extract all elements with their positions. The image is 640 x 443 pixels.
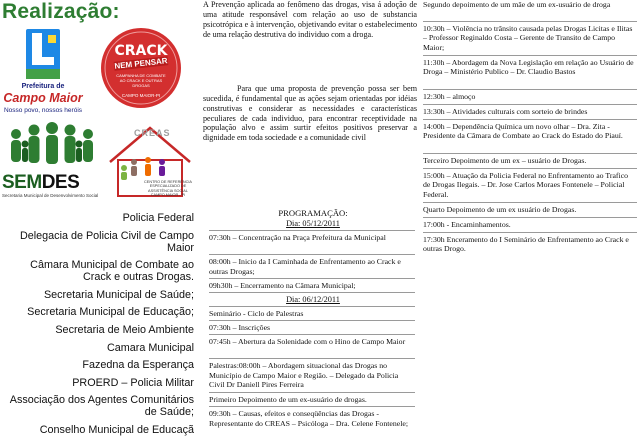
program-title: PROGRAMAÇÃO: (278, 208, 348, 218)
crack-line2: NEM PENSAR (114, 56, 168, 71)
prefeitura-emblem-icon (2, 27, 84, 83)
schedule-item: 17:30h Enceramento do I Seminário de Enfrentamento ao Crack e outras Drogo. (423, 235, 629, 254)
crack-line1: CRACK (114, 43, 168, 59)
day1-heading: Dia: 05/12/2011 (286, 219, 340, 228)
schedule-item: 09h30h – Encerramento na Câmara Municipal; (209, 281, 356, 290)
crack-line3: CAMPANHA DE COMBATE AO CRACK E OUTRAS DROGAS (116, 73, 166, 88)
crack-line4: CAMPO MAIOR-PI (121, 93, 161, 98)
schedule-item: 09:30h – Causas, efeitos e conseqüências das Drogas - Representante do CREAS – Psicóloga – Dra. Celene Fontenele; (209, 409, 408, 428)
semdes-wordmark: SEMDES (2, 172, 80, 193)
schedule-item: 08:00h – Inicio da I Caminhada de Enfrentamento ao Crack e outras Drogas; (209, 257, 401, 276)
schedule-item: 14:00h – Dependência Química um novo olhar – Dra. Zita - Presidente da Câmara de Combate ao Crack do Estado do Piauí. (423, 122, 623, 141)
divider (423, 119, 637, 120)
semdes-subtitle: Secretaria Municipal de Desenvolvimento Social (2, 193, 99, 198)
divider (423, 217, 637, 218)
schedule-item: Palestras:08:00h – Abordagem situacional das Drogas no Município de Campo Maior e Região. – Delegado da Policia Civil Dr Daniell Pires Ferreira (209, 361, 399, 389)
creas-logo (104, 122, 196, 200)
schedule-item: 12:30h – almoço (423, 92, 476, 101)
schedule-item: Terceiro Depoimento de um ex – usuário de Drogas. (423, 156, 587, 165)
creas-name: CREAS (134, 128, 171, 138)
creas-subtitle: CENTRO DE REFERÊNCIA ESPECIALIZADO DE ASSISTÊNCIA SOCIAL CAMPO MAIOR - PI (144, 180, 192, 198)
partner-item: Conselho Municipal de Educaçã (39, 423, 194, 436)
divider (209, 230, 415, 231)
day2-heading: Dia: 06/12/2011 (286, 295, 340, 304)
divider (209, 392, 415, 393)
divider (209, 254, 415, 255)
divider (209, 406, 415, 407)
partner-item: Delegacia de Policia Civil de Campo Maior (19, 229, 194, 254)
prefeitura-line3: Nosso povo, nossos heróis (3, 107, 83, 114)
schedule-item: Seminário - Ciclo de Palestras (209, 309, 304, 318)
schedule-item: 07:30h – Inscrições (209, 323, 271, 332)
divider (423, 21, 637, 22)
prefeitura-logo (2, 27, 84, 119)
prevention-paragraph: A Prevenção aplicada ao fenômeno das drogas, visa á adoção de uma atitude responsável com relação ao uso de substancia psicotrópica e à intervenção, objetivando evitar o estabelecimento de uma relação destrutiva do individuo com a droga. (203, 0, 417, 39)
divider (423, 104, 637, 105)
realizacao-heading: Realização: (2, 0, 120, 23)
divider (209, 278, 415, 279)
middle-panel (203, 0, 423, 443)
partner-item: Policia Federal (122, 212, 194, 224)
divider (209, 334, 415, 335)
right-panel (423, 0, 640, 443)
divider (423, 232, 637, 233)
divider (423, 89, 637, 90)
divider (423, 202, 637, 203)
partner-item: Fazedna da Esperança (82, 359, 194, 372)
schedule-item: Quarto Depoimento de um ex usuário de Drogas. (423, 205, 577, 214)
divider (209, 292, 415, 293)
proposal-paragraph: Para que uma proposta de prevenção possa ser bem sucedida, é fundamental que as ações sejam orientadas por idéias construtivas e considerar as necessidades e características peculiares de cada individuo, para encontrar receptividade na população alvo e assim surtir efeitos positivos preservar a dignidade em toda sociedade e a comunidade civil (203, 84, 417, 143)
divider (209, 358, 415, 359)
schedule-item: 07:30h – Concentração na Praça Prefeitura da Municipal (209, 233, 386, 242)
partners-list (0, 212, 194, 442)
crack-nem-pensar-logo (100, 27, 182, 109)
divider (423, 153, 637, 154)
schedule-item: 07:45h – Abertura da Solenidade com o Hino de Campo Maior (209, 337, 406, 346)
partner-item: Câmara Municipal de Combate ao Crack e outras Drogas. (30, 259, 194, 284)
schedule-item: 13:30h – Atividades culturais com sorteio de brindes (423, 107, 588, 116)
divider (209, 306, 415, 307)
semdes-logo (2, 120, 102, 200)
divider (423, 168, 637, 169)
left-panel (0, 0, 200, 443)
schedule-item: Segundo depoimento de um mãe de um ex-usuário de droga (423, 0, 611, 9)
partner-item: Secretaria de Meio Ambiente (55, 323, 194, 336)
prefeitura-line2: Campo Maior (3, 91, 83, 105)
schedule-item: Primeiro Depoimento de um ex-usuário de drogas. (209, 395, 367, 404)
prefeitura-line1: Prefeitura de (21, 83, 65, 90)
divider (209, 320, 415, 321)
schedule-item: 11:30h – Abordagem da Nova Legislação em relação ao Usuário de Droga – Ministério Publico – Dr. Claudio Bastos (423, 58, 634, 77)
partner-item: Associação dos Agentes Comunitários de Saúde; (9, 394, 194, 419)
schedule-item: 10:30h – Violência no trânsito causada pelas Drogas Licitas e Ilitas – Professor Reginaldo Costa – Gerente de Transito de Campo Maior; (423, 24, 633, 52)
divider (423, 55, 637, 56)
partner-item: Camara Municipal (106, 341, 194, 354)
partner-item: Secretaria Municipal de Educação; (27, 306, 194, 319)
schedule-item: 17:00h - Encaminhamentos. (423, 220, 511, 229)
partner-item: Secretaria Municipal de Saúde; (43, 288, 194, 301)
people-group-icon (2, 120, 102, 172)
partner-item: PROERD – Policia Militar (72, 376, 194, 389)
schedule-item: 15:00h – Atuação da Policia Federal no Enfrentamento ao Trafico de Drogas Ilegais. – Dr. Jose Carlos Moraes Fontenele – Policial Federal. (423, 171, 629, 199)
